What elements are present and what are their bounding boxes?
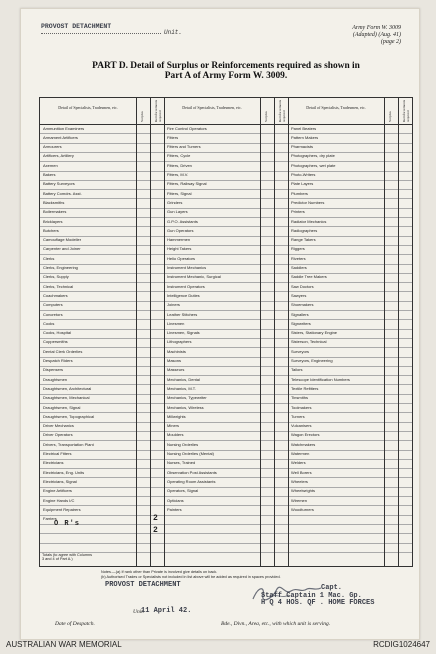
table-cell: Battery Comdrs. Asst. (43, 190, 82, 196)
table-cell: Watchmakers (291, 441, 316, 447)
header-unit-value: PROVOST DETACHMENT (41, 23, 112, 30)
table-cell: Draughtsmen, Mechanical (43, 395, 90, 401)
table-cell: Gun Operators (167, 227, 194, 233)
ors-entry: O R's (54, 520, 81, 528)
table-cell: Nursing Orderlies (Mental) (167, 451, 214, 456)
table-cell: Woodturners (291, 506, 314, 512)
row-line (40, 347, 412, 348)
row-line (40, 524, 412, 525)
row-line (40, 171, 412, 172)
table-cell: Wheelwrights (291, 488, 316, 494)
table-cell: Sisters, Stationary Engine (291, 330, 338, 336)
row-line (40, 254, 412, 255)
row-line (40, 217, 412, 218)
table-cell: Fitters and Turners (167, 144, 201, 150)
row-line (40, 245, 412, 246)
row-line (40, 301, 412, 302)
table-cell: Mechanics, Wireless (167, 404, 204, 410)
header-detail: Detail of Specialists, Tradesmen, etc. (306, 105, 366, 110)
table-cell: Linesmen, Signals (167, 330, 200, 336)
table-cell: Artificers, Artillery (43, 153, 74, 159)
table-cell: Gun Layers (167, 209, 188, 215)
table-cell: Wiremen (291, 497, 308, 503)
table-cell: Watermen (291, 451, 310, 456)
footer-unit-value: PROVOST DETACHMENT (105, 581, 181, 589)
row-line (40, 226, 412, 227)
table-cell: Armourers (43, 144, 62, 150)
table-cell: Boilermakers (43, 209, 67, 215)
table-cell: Riveters (291, 255, 306, 261)
row-line (40, 450, 412, 451)
table-cell: Grinders (167, 199, 183, 205)
row-line (40, 487, 412, 488)
row-line (40, 319, 412, 320)
table-cell: Hammermen (167, 237, 191, 243)
form-page (20, 8, 420, 640)
row-line (40, 291, 412, 292)
table-cell: Leather Stitchers (167, 311, 198, 317)
column-divider (150, 98, 151, 566)
table-cell: Panel Beaters (291, 125, 317, 131)
column-divider (136, 98, 137, 566)
table-cell: Engine Hands I/C (43, 497, 75, 503)
table-cell: Toolmakers (291, 404, 312, 410)
header-reinforcements: Reinforcements required (154, 99, 162, 122)
table-cell: Masseurs (167, 367, 185, 373)
table-cell: Saddle Tree Makers (291, 274, 327, 280)
header-unit-label: Unit. (164, 29, 183, 36)
table-header-row (40, 98, 412, 125)
row-line (40, 440, 412, 441)
footer-date-value: 11 April 42. (141, 607, 192, 615)
table-cell: Battery Surveyors (43, 181, 75, 187)
table-cell: Nurses, Trained (167, 460, 196, 466)
table-cell: Driver Operators (43, 432, 73, 438)
table-cell: Electricians, Eng. Units (43, 469, 85, 475)
table-cell: Photographers, wet plate (291, 162, 336, 168)
table-cell: Radiator Mechanics (291, 218, 327, 224)
form-identifier (352, 25, 401, 46)
table-cell: Mechanics, Dental (167, 376, 200, 382)
table-cell: Draughtsmen (43, 376, 68, 382)
table-cell: Fitters, Cycle (167, 153, 191, 159)
row-line (40, 552, 412, 553)
header-reinforcements: Reinforcements required (402, 99, 410, 122)
table-cell: Armament Artificers (43, 134, 78, 140)
table-cell: Photo-Writers (291, 172, 316, 177)
table-cell: Joiners (167, 302, 180, 308)
signature-hq-line: H Q 4 HOS. QF . HOME FORCES (261, 599, 375, 607)
table-cell: Signallers (291, 311, 309, 317)
row-line (40, 198, 412, 199)
table-cell: Painters (167, 506, 182, 512)
footer-bde-label: Bde., Divn., Area, etc., with which unit is serving. (221, 621, 331, 627)
totals-label (42, 553, 92, 561)
table-cell: Nursing Orderlies (167, 441, 199, 447)
row-line (40, 459, 412, 460)
table-cell: Height Takers (167, 246, 192, 252)
table-cell: Fitters, Driven (167, 162, 192, 168)
table-cell: Plate Layers (291, 181, 314, 187)
table-cell: Clerks (43, 255, 55, 261)
header-detail: Detail of Specialists, Tradesmen, etc. (58, 105, 118, 110)
column-divider (398, 98, 399, 566)
footer-unit-label: Unit. (133, 609, 145, 615)
table-cell: Wheelers (291, 478, 308, 484)
table-cell: Saw Doctors (291, 283, 314, 289)
row-line (40, 515, 412, 516)
table-cell: Tinsmiths (291, 395, 308, 401)
header-unit-line (41, 33, 161, 34)
header-surplus: Surplus (140, 111, 144, 122)
totals-line: 3 and 4 of Part A.) (42, 557, 73, 561)
table-cell: Printers (291, 209, 305, 215)
table-cell: Observation Post Assistants (167, 469, 217, 475)
table-cell: Surveyors, Engineering (291, 358, 333, 363)
table-cell: Ammunition Examiners (43, 125, 85, 131)
table-cell: Bakers (43, 172, 56, 177)
table-cell: Draughtsmen, Signal (43, 404, 81, 410)
table-cell: Riggers (291, 246, 305, 252)
note-line: Notes.—(a) If rank other than Private is involved give details on back. (101, 570, 218, 574)
table-cell: Instrument Operators (167, 283, 205, 289)
table-cell: Instrument Mechanics (167, 265, 207, 270)
table-cell: Pattern Makers (291, 134, 319, 140)
row-line (40, 543, 412, 544)
table-cell: Turners (291, 413, 305, 419)
table-cell: Predictor Numbers (291, 199, 325, 205)
table-cell: Clerks, Engineering (43, 265, 78, 270)
table-cell: Well Borers (291, 469, 312, 475)
row-line (40, 394, 412, 395)
total-value: 2 (153, 526, 158, 535)
column-divider (288, 98, 289, 566)
title-line: Part A of Army Form W. 3009. (164, 71, 288, 81)
table-cell: Plumbers (291, 190, 308, 196)
table-cell: G.P.O. Assistants (167, 218, 198, 224)
column-divider (384, 98, 385, 566)
table-cell: Sisterson, Technical (291, 339, 327, 345)
table-cell: Signwriters (291, 320, 311, 326)
table-cell: Clerks, Supply (43, 274, 69, 280)
row-line (40, 180, 412, 181)
row-line (40, 143, 412, 144)
credit-right: RCDIG1024647 (373, 640, 430, 649)
table-cell: Fire Control Operators (167, 125, 207, 131)
signature-capt: Capt. (321, 584, 343, 592)
row-line (40, 412, 412, 413)
credit-left: AUSTRALIAN WAR MEMORIAL (6, 640, 122, 649)
table-cell: Equipment Repairers (43, 506, 81, 512)
row-line (40, 189, 412, 190)
table-cell: Electricians (43, 460, 64, 466)
table-cell: Welders (291, 460, 306, 466)
table-cell: Draughtsmen, Architectural (43, 385, 92, 391)
table-cell: Shoemakers (291, 302, 314, 308)
table-cell: Axemen (43, 162, 58, 168)
row-line (40, 357, 412, 358)
table-cell: Helio Operators (167, 255, 196, 261)
table-cell: Fitters, Railway Signal (167, 181, 207, 187)
table-cell: Operating Room Assistants (167, 478, 216, 484)
table-cell: Carpenter and Joiner (43, 246, 81, 252)
part-d-title (61, 61, 391, 81)
footer-signature-block (261, 585, 374, 608)
header-reinforcements: Reinforcements required (278, 99, 286, 122)
table-cell: Instrument Mechanic, Surgical (167, 274, 221, 280)
table-cell: Fitters, Signal (167, 190, 192, 196)
title-line: PART D. Detail of Surplus or Reinforcements required as shown in (92, 61, 360, 71)
row-line (40, 366, 412, 367)
table-cell: Opticians (167, 497, 184, 503)
table-cell: Masons (167, 358, 182, 363)
column-divider (274, 98, 275, 566)
table-cell: Butchers (43, 227, 59, 233)
table-cell: Miners (167, 423, 180, 429)
table-cell: Tailors (291, 367, 303, 373)
form-id-line: Army Form W. 3009 (352, 25, 401, 31)
column-divider (164, 98, 165, 566)
table-cell: Clerks, Technical (43, 283, 74, 289)
row-line (40, 310, 412, 311)
table-cell: Lithographers (167, 339, 192, 345)
note-line: (b) Authorised Trades or Specialists not included in list above will be added as required in spaces provided. (101, 574, 281, 579)
row-line (40, 533, 412, 534)
table-cell: Electrical Fitters (43, 451, 72, 456)
footer-date-label: Date of Despatch. (55, 621, 95, 627)
table-cell: Photographers, dry plate (291, 153, 335, 159)
table-cell: Mechanics, Typewriter (167, 395, 207, 401)
row-line (40, 133, 412, 134)
specialists-table (39, 97, 413, 567)
row-line (40, 236, 412, 237)
table-cell: Coppersmiths (43, 339, 68, 345)
table-cell: Telescope Identification Numbers (291, 376, 350, 382)
table-cell: Operators, Signal (167, 488, 199, 494)
form-id-line: (page 2) (380, 39, 401, 45)
table-cell: Machinists (167, 348, 186, 354)
row-line (40, 422, 412, 423)
table-cell: Draughtsmen, Topographical (43, 413, 95, 419)
table-cell: Mechanics, M.T. (167, 385, 196, 391)
table-cell: Engine Artificers (43, 488, 72, 494)
column-divider (260, 98, 261, 566)
table-cell: Radiographers (291, 227, 318, 233)
farriers-value: 2 (153, 513, 158, 523)
totals-line: Totals (to agree with Columns (42, 553, 93, 557)
row-line (40, 338, 412, 339)
table-cell: Millwrights (167, 413, 186, 419)
table-cell: Surveyors (291, 348, 310, 354)
table-cell: Despatch Riders (43, 358, 73, 363)
table-cell: Drivers, Transportation Plant (43, 441, 94, 447)
row-line (40, 329, 412, 330)
table-cell: Fitters (167, 134, 179, 140)
row-line (40, 505, 412, 506)
table-cell: Range Takers (291, 237, 316, 243)
table-cell: Moulders (167, 432, 184, 438)
table-cell: Driver Mechanics (43, 423, 74, 429)
header-surplus: Surplus (388, 111, 392, 122)
table-cell: Wagon Erectors (291, 432, 320, 438)
row-line (40, 496, 412, 497)
row-line (40, 431, 412, 432)
table-cell: Camouflage Modeller (43, 237, 82, 243)
row-line (40, 264, 412, 265)
row-line (40, 468, 412, 469)
table-cell: Computers (43, 302, 63, 308)
header-surplus: Surplus (264, 111, 268, 122)
table-cell: Fitters, M.V. (167, 172, 189, 177)
table-cell: Dispensers (43, 367, 64, 373)
row-line (40, 375, 412, 376)
notes (101, 570, 281, 579)
table-cell: Concretors (43, 311, 63, 317)
header-unit (41, 23, 183, 36)
table-cell: Coachmakers (43, 292, 68, 298)
table-cell: Textile Refitters (291, 385, 319, 391)
table-cell: Bricklayers (43, 218, 63, 224)
table-cell: Intelligence Duties (167, 292, 200, 298)
header-detail: Detail of Specialists, Tradesmen, etc. (182, 105, 242, 110)
table-cell: Cooks, Hospital (43, 330, 72, 336)
row-line (40, 477, 412, 478)
signature-staff-line: Staff Captain 1 Mac. Gp. (261, 591, 362, 600)
table-cell: Pharmacists (291, 144, 314, 150)
form-id-line: (Adapted) (Aug. 41) (352, 32, 401, 38)
table-cell: Linesmen (167, 320, 185, 326)
row-line (40, 384, 412, 385)
table-cell: Farriers (43, 516, 57, 522)
row-line (40, 152, 412, 153)
row-line (40, 403, 412, 404)
row-line (40, 282, 412, 283)
row-line (40, 161, 412, 162)
table-cell: Saddlers (291, 265, 307, 270)
table-cell: Electricians, Signal (43, 478, 77, 484)
table-cell: Vulcanisers (291, 423, 312, 429)
row-line (40, 273, 412, 274)
table-cell: Cooks (43, 320, 55, 326)
table-cell: Dental Clerk Orderlies (43, 348, 83, 354)
table-cell: Blacksmiths (43, 199, 65, 205)
row-line (40, 208, 412, 209)
table-cell: Sawyers (291, 292, 307, 298)
